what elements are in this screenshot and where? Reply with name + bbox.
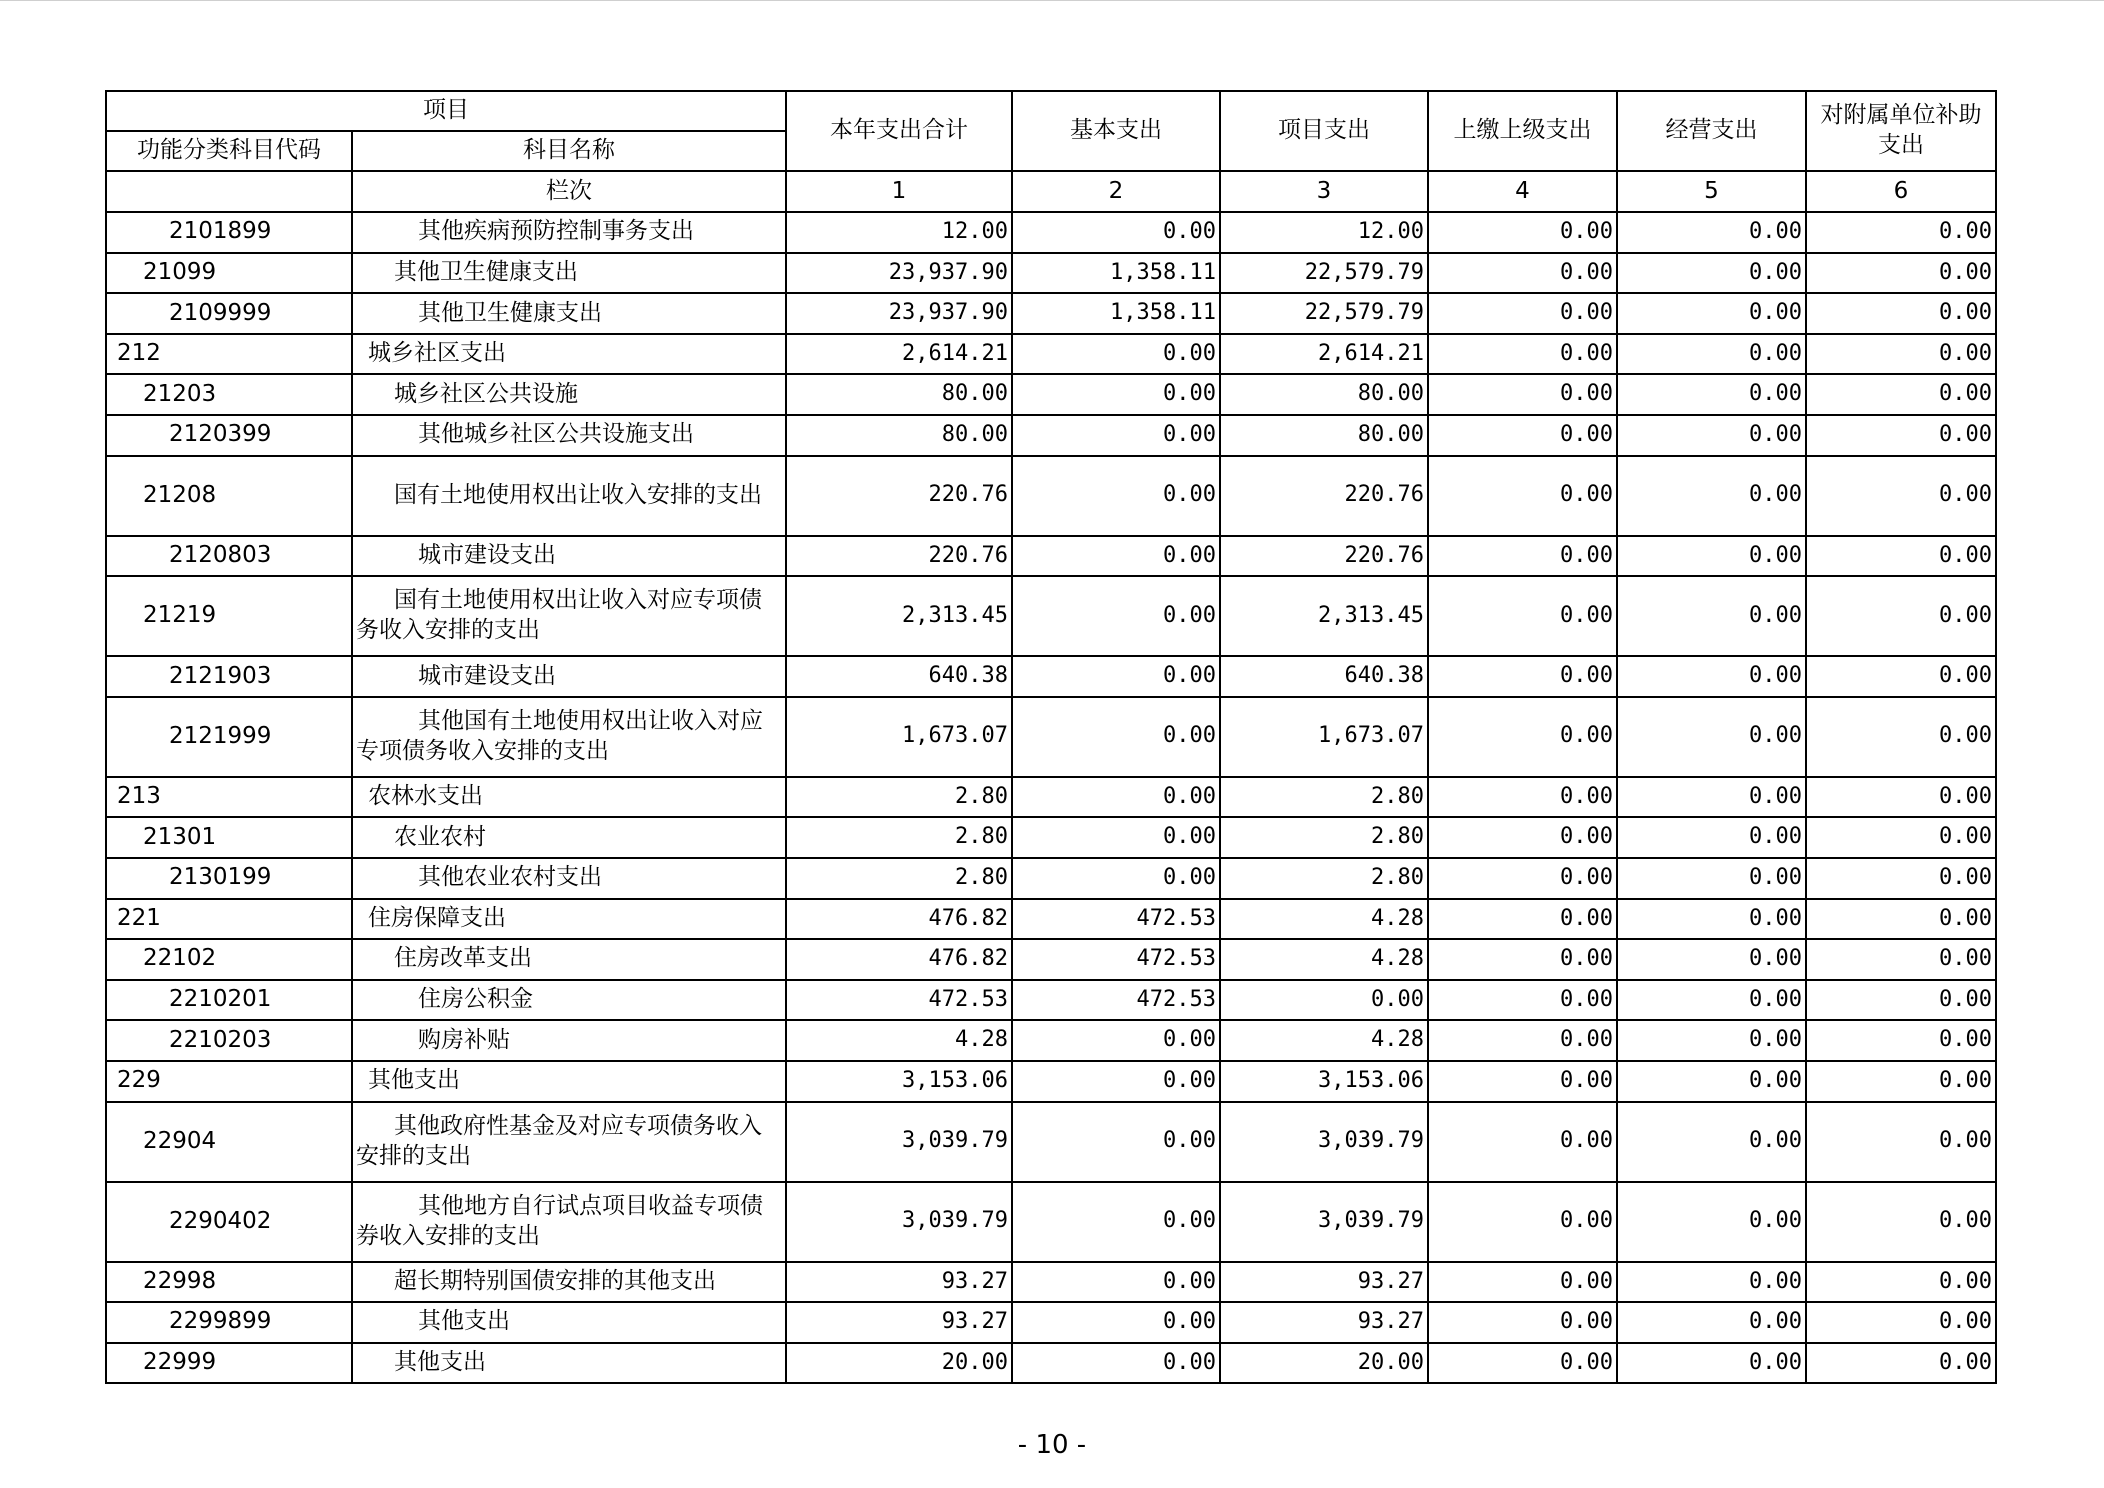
amount-cell: 0.00 [1012, 576, 1220, 656]
amount-cell: 0.00 [1428, 1020, 1617, 1061]
amount-cell: 0.00 [1806, 1343, 1996, 1384]
amount-cell: 220.76 [786, 456, 1012, 536]
amount-cell: 0.00 [1428, 1302, 1617, 1343]
amount-cell: 472.53 [1012, 939, 1220, 980]
amount-cell: 4.28 [1220, 939, 1428, 980]
subject-name-cell [352, 536, 786, 577]
expenditure-report [105, 90, 1995, 1390]
amount-cell: 0.00 [1012, 1061, 1220, 1102]
amount-cell: 93.27 [1220, 1262, 1428, 1303]
amount-cell: 0.00 [1428, 415, 1617, 456]
amount-cell: 0.00 [1012, 415, 1220, 456]
amount-cell: 0.00 [1617, 656, 1806, 697]
amount-cell: 0.00 [1428, 777, 1617, 818]
amount-cell: 0.00 [1806, 415, 1996, 456]
subject-name: 其他国有土地使用权出让收入对应专项债务收入安排的支出 [356, 707, 763, 764]
table-row [106, 293, 1996, 334]
subject-name: 其他农业农村支出 [418, 864, 602, 891]
amount-cell: 0.00 [1617, 697, 1806, 777]
amount-cell: 0.00 [1806, 212, 1996, 253]
amount-cell: 2.80 [786, 777, 1012, 818]
amount-cell: 0.00 [1012, 536, 1220, 577]
amount-cell: 0.00 [1806, 1262, 1996, 1303]
subject-name-cell [352, 656, 786, 697]
subject-name-cell [352, 1302, 786, 1343]
amount-cell: 0.00 [1012, 656, 1220, 697]
amount-cell: 0.00 [1806, 858, 1996, 899]
amount-cell: 0.00 [1428, 858, 1617, 899]
subject-name: 住房公积金 [418, 986, 533, 1013]
amount-cell: 0.00 [1617, 1343, 1806, 1384]
amount-cell: 3,153.06 [786, 1061, 1012, 1102]
table-row [106, 939, 1996, 980]
subject-name-cell [352, 212, 786, 253]
column-number: 6 [1806, 171, 1996, 212]
subject-name: 其他政府性基金及对应专项债务收入安排的支出 [356, 1112, 762, 1169]
amount-cell: 0.00 [1012, 1302, 1220, 1343]
amount-cell: 0.00 [1428, 253, 1617, 294]
subject-code: 2109999 [106, 293, 352, 334]
subject-name: 其他卫生健康支出 [394, 258, 578, 285]
amount-cell: 93.27 [1220, 1302, 1428, 1343]
subject-name: 农业农村 [394, 823, 486, 850]
subject-name-cell [352, 980, 786, 1021]
subject-name: 国有土地使用权出让收入对应专项债务收入安排的支出 [356, 587, 762, 644]
amount-cell: 0.00 [1806, 939, 1996, 980]
amount-cell: 22,579.79 [1220, 253, 1428, 294]
subject-code: 2299899 [106, 1302, 352, 1343]
subject-name-cell [352, 293, 786, 334]
amount-cell: 0.00 [1806, 656, 1996, 697]
subject-code: 2120399 [106, 415, 352, 456]
header-operating: 经营支出 [1617, 91, 1806, 171]
table-row [106, 374, 1996, 415]
subject-name: 超长期特别国债安排的其他支出 [394, 1267, 716, 1294]
amount-cell: 0.00 [1806, 293, 1996, 334]
header-name: 科目名称 [352, 131, 786, 171]
amount-cell: 640.38 [786, 656, 1012, 697]
amount-cell: 23,937.90 [786, 293, 1012, 334]
subject-name: 其他疾病预防控制事务支出 [418, 218, 694, 245]
amount-cell: 0.00 [1617, 1182, 1806, 1262]
amount-cell: 0.00 [1012, 334, 1220, 375]
header-total: 本年支出合计 [786, 91, 1012, 171]
amount-cell: 0.00 [1012, 456, 1220, 536]
amount-cell: 0.00 [1428, 1182, 1617, 1262]
column-number: 3 [1220, 171, 1428, 212]
subject-code: 2130199 [106, 858, 352, 899]
amount-cell: 0.00 [1617, 939, 1806, 980]
table-row [106, 656, 1996, 697]
amount-cell: 3,039.79 [786, 1182, 1012, 1262]
subject-name-cell [352, 456, 786, 536]
amount-cell: 0.00 [1806, 899, 1996, 940]
amount-cell: 93.27 [786, 1302, 1012, 1343]
subject-name-cell [352, 899, 786, 940]
amount-cell: 0.00 [1012, 777, 1220, 818]
amount-cell: 0.00 [1428, 697, 1617, 777]
amount-cell: 2.80 [1220, 777, 1428, 818]
subject-name-cell [352, 1102, 786, 1182]
amount-cell: 4.28 [1220, 1020, 1428, 1061]
amount-cell: 0.00 [1806, 1302, 1996, 1343]
amount-cell: 0.00 [1617, 253, 1806, 294]
subject-name-cell [352, 334, 786, 375]
amount-cell: 0.00 [1012, 1102, 1220, 1182]
amount-cell: 0.00 [1617, 1302, 1806, 1343]
amount-cell: 0.00 [1428, 1262, 1617, 1303]
amount-cell: 0.00 [1617, 1061, 1806, 1102]
subject-name-cell [352, 817, 786, 858]
amount-cell: 0.00 [1806, 334, 1996, 375]
amount-cell: 0.00 [1012, 1182, 1220, 1262]
amount-cell: 472.53 [1012, 980, 1220, 1021]
amount-cell: 3,039.79 [1220, 1102, 1428, 1182]
amount-cell: 0.00 [1617, 334, 1806, 375]
amount-cell: 3,039.79 [1220, 1182, 1428, 1262]
amount-cell: 2.80 [786, 817, 1012, 858]
amount-cell: 0.00 [1428, 656, 1617, 697]
amount-cell: 4.28 [1220, 899, 1428, 940]
amount-cell: 0.00 [1617, 1102, 1806, 1182]
subject-code: 22998 [106, 1262, 352, 1303]
header-blank [106, 171, 352, 212]
amount-cell: 1,673.07 [1220, 697, 1428, 777]
amount-cell: 0.00 [1428, 980, 1617, 1021]
subject-code: 2101899 [106, 212, 352, 253]
table-row [106, 980, 1996, 1021]
header-project-expense: 项目支出 [1220, 91, 1428, 171]
amount-cell: 0.00 [1806, 456, 1996, 536]
subject-name-cell [352, 415, 786, 456]
table-row [106, 576, 1996, 656]
amount-cell: 220.76 [1220, 536, 1428, 577]
column-number: 5 [1617, 171, 1806, 212]
amount-cell: 3,153.06 [1220, 1061, 1428, 1102]
amount-cell: 0.00 [1806, 253, 1996, 294]
subject-name: 其他城乡社区公共设施支出 [418, 421, 694, 448]
subject-name-cell [352, 1020, 786, 1061]
amount-cell: 0.00 [1428, 939, 1617, 980]
table-row [106, 1102, 1996, 1182]
subject-name-cell [352, 777, 786, 818]
subject-name: 其他卫生健康支出 [418, 299, 602, 326]
amount-cell: 0.00 [1012, 1343, 1220, 1384]
subject-code: 21301 [106, 817, 352, 858]
amount-cell: 3,039.79 [786, 1102, 1012, 1182]
table-row [106, 1262, 1996, 1303]
amount-cell: 4.28 [786, 1020, 1012, 1061]
amount-cell: 220.76 [786, 536, 1012, 577]
amount-cell: 0.00 [1012, 817, 1220, 858]
table-row [106, 858, 1996, 899]
header-sequence: 栏次 [352, 171, 786, 212]
subject-code: 2120803 [106, 536, 352, 577]
subject-code: 2290402 [106, 1182, 352, 1262]
subject-name: 其他支出 [418, 1308, 510, 1335]
table-row [106, 1020, 1996, 1061]
amount-cell: 0.00 [1428, 334, 1617, 375]
amount-cell: 640.38 [1220, 656, 1428, 697]
subject-name-cell [352, 374, 786, 415]
amount-cell: 2,614.21 [1220, 334, 1428, 375]
amount-cell: 0.00 [1617, 576, 1806, 656]
amount-cell: 0.00 [1806, 536, 1996, 577]
amount-cell: 0.00 [1428, 576, 1617, 656]
amount-cell: 2.80 [1220, 817, 1428, 858]
subject-name: 其他地方自行试点项目收益专项债券收入安排的支出 [356, 1192, 763, 1249]
table-row [106, 1302, 1996, 1343]
amount-cell: 0.00 [1617, 415, 1806, 456]
subject-code: 22999 [106, 1343, 352, 1384]
amount-cell: 0.00 [1428, 536, 1617, 577]
amount-cell: 0.00 [1012, 1020, 1220, 1061]
table-row [106, 415, 1996, 456]
table-row [106, 212, 1996, 253]
subject-name-cell [352, 1343, 786, 1384]
amount-cell: 0.00 [1806, 374, 1996, 415]
amount-cell: 0.00 [1012, 212, 1220, 253]
table-row [106, 456, 1996, 536]
amount-cell: 0.00 [1617, 212, 1806, 253]
amount-cell: 0.00 [1617, 777, 1806, 818]
subject-name: 其他支出 [368, 1067, 460, 1094]
subject-name: 住房改革支出 [394, 945, 532, 972]
amount-cell: 0.00 [1617, 374, 1806, 415]
page-number: - 10 - [1017, 1430, 1087, 1460]
amount-cell: 0.00 [1428, 899, 1617, 940]
amount-cell: 0.00 [1806, 697, 1996, 777]
subject-name-cell [352, 858, 786, 899]
subject-code: 2210203 [106, 1020, 352, 1061]
amount-cell: 0.00 [1428, 817, 1617, 858]
amount-cell: 0.00 [1012, 1262, 1220, 1303]
amount-cell: 2,313.45 [786, 576, 1012, 656]
header-code: 功能分类科目代码 [106, 131, 352, 171]
subject-name: 城市建设支出 [418, 662, 556, 689]
subject-code: 22102 [106, 939, 352, 980]
amount-cell: 93.27 [786, 1262, 1012, 1303]
subject-code: 21219 [106, 576, 352, 656]
table-row [106, 1061, 1996, 1102]
amount-cell: 0.00 [1428, 293, 1617, 334]
amount-cell: 0.00 [1806, 1061, 1996, 1102]
amount-cell: 0.00 [1428, 1343, 1617, 1384]
amount-cell: 0.00 [1617, 858, 1806, 899]
subject-name-cell [352, 1061, 786, 1102]
subject-code: 212 [106, 334, 352, 375]
subject-code: 213 [106, 777, 352, 818]
subject-name-cell [352, 576, 786, 656]
column-number: 1 [786, 171, 1012, 212]
amount-cell: 80.00 [786, 415, 1012, 456]
amount-cell: 80.00 [1220, 374, 1428, 415]
amount-cell: 22,579.79 [1220, 293, 1428, 334]
amount-cell: 0.00 [1012, 858, 1220, 899]
amount-cell: 2.80 [786, 858, 1012, 899]
amount-cell: 0.00 [1428, 456, 1617, 536]
column-number: 4 [1428, 171, 1617, 212]
amount-cell: 476.82 [786, 939, 1012, 980]
amount-cell: 2.80 [1220, 858, 1428, 899]
amount-cell: 0.00 [1428, 1061, 1617, 1102]
amount-cell: 23,937.90 [786, 253, 1012, 294]
amount-cell: 0.00 [1806, 980, 1996, 1021]
page-top-border [0, 0, 2104, 1]
subject-code: 21208 [106, 456, 352, 536]
amount-cell: 0.00 [1617, 817, 1806, 858]
table-row [106, 817, 1996, 858]
amount-cell: 80.00 [786, 374, 1012, 415]
amount-cell: 0.00 [1806, 576, 1996, 656]
table-body [106, 91, 1996, 1383]
amount-cell: 0.00 [1428, 212, 1617, 253]
amount-cell: 0.00 [1806, 1020, 1996, 1061]
subject-code: 2121999 [106, 697, 352, 777]
header-subsidy: 对附属单位补助支出 [1806, 91, 1996, 171]
subject-name: 城乡社区支出 [368, 340, 506, 367]
column-number: 2 [1012, 171, 1220, 212]
amount-cell: 20.00 [1220, 1343, 1428, 1384]
amount-cell: 1,358.11 [1012, 253, 1220, 294]
table-row [106, 1343, 1996, 1384]
subject-name: 农林水支出 [368, 783, 483, 810]
amount-cell: 0.00 [1617, 1262, 1806, 1303]
subject-name: 城市建设支出 [418, 541, 556, 568]
subject-code: 21203 [106, 374, 352, 415]
table-row [106, 777, 1996, 818]
subject-name-cell [352, 697, 786, 777]
amount-cell: 0.00 [1617, 293, 1806, 334]
amount-cell: 0.00 [1806, 1182, 1996, 1262]
amount-cell: 220.76 [1220, 456, 1428, 536]
subject-name: 国有土地使用权出让收入安排的支出 [394, 481, 762, 508]
amount-cell: 0.00 [1012, 697, 1220, 777]
subject-name: 城乡社区公共设施 [394, 380, 578, 407]
table-row [106, 899, 1996, 940]
amount-cell: 0.00 [1617, 1020, 1806, 1061]
header-row-3 [106, 171, 1996, 212]
subject-name: 其他支出 [394, 1349, 486, 1376]
subject-name-cell [352, 1262, 786, 1303]
subject-name: 住房保障支出 [368, 904, 506, 931]
amount-cell: 476.82 [786, 899, 1012, 940]
amount-cell: 0.00 [1428, 374, 1617, 415]
amount-cell: 1,673.07 [786, 697, 1012, 777]
amount-cell: 12.00 [1220, 212, 1428, 253]
subject-code: 22904 [106, 1102, 352, 1182]
expenditure-table [105, 90, 1997, 1384]
subject-code: 221 [106, 899, 352, 940]
table-row [106, 1182, 1996, 1262]
amount-cell: 0.00 [1806, 1102, 1996, 1182]
amount-cell: 0.00 [1617, 980, 1806, 1021]
header-row-1 [106, 91, 1996, 131]
header-remit-superior: 上缴上级支出 [1428, 91, 1617, 171]
table-row [106, 536, 1996, 577]
amount-cell: 0.00 [1617, 456, 1806, 536]
table-row [106, 253, 1996, 294]
amount-cell: 1,358.11 [1012, 293, 1220, 334]
table-row [106, 697, 1996, 777]
subject-code: 2210201 [106, 980, 352, 1021]
subject-name-cell [352, 939, 786, 980]
amount-cell: 0.00 [1806, 777, 1996, 818]
amount-cell: 12.00 [786, 212, 1012, 253]
amount-cell: 472.53 [1012, 899, 1220, 940]
amount-cell: 80.00 [1220, 415, 1428, 456]
header-project: 项目 [106, 91, 786, 131]
amount-cell: 0.00 [1617, 536, 1806, 577]
amount-cell: 2,614.21 [786, 334, 1012, 375]
amount-cell: 472.53 [786, 980, 1012, 1021]
amount-cell: 0.00 [1220, 980, 1428, 1021]
subject-code: 229 [106, 1061, 352, 1102]
subject-code: 2121903 [106, 656, 352, 697]
amount-cell: 2,313.45 [1220, 576, 1428, 656]
amount-cell: 0.00 [1806, 817, 1996, 858]
amount-cell: 20.00 [786, 1343, 1012, 1384]
table-row [106, 334, 1996, 375]
subject-name: 购房补贴 [418, 1026, 510, 1053]
amount-cell: 0.00 [1012, 374, 1220, 415]
subject-code: 21099 [106, 253, 352, 294]
subject-name-cell [352, 1182, 786, 1262]
header-basic: 基本支出 [1012, 91, 1220, 171]
amount-cell: 0.00 [1428, 1102, 1617, 1182]
subject-name-cell [352, 253, 786, 294]
amount-cell: 0.00 [1617, 899, 1806, 940]
